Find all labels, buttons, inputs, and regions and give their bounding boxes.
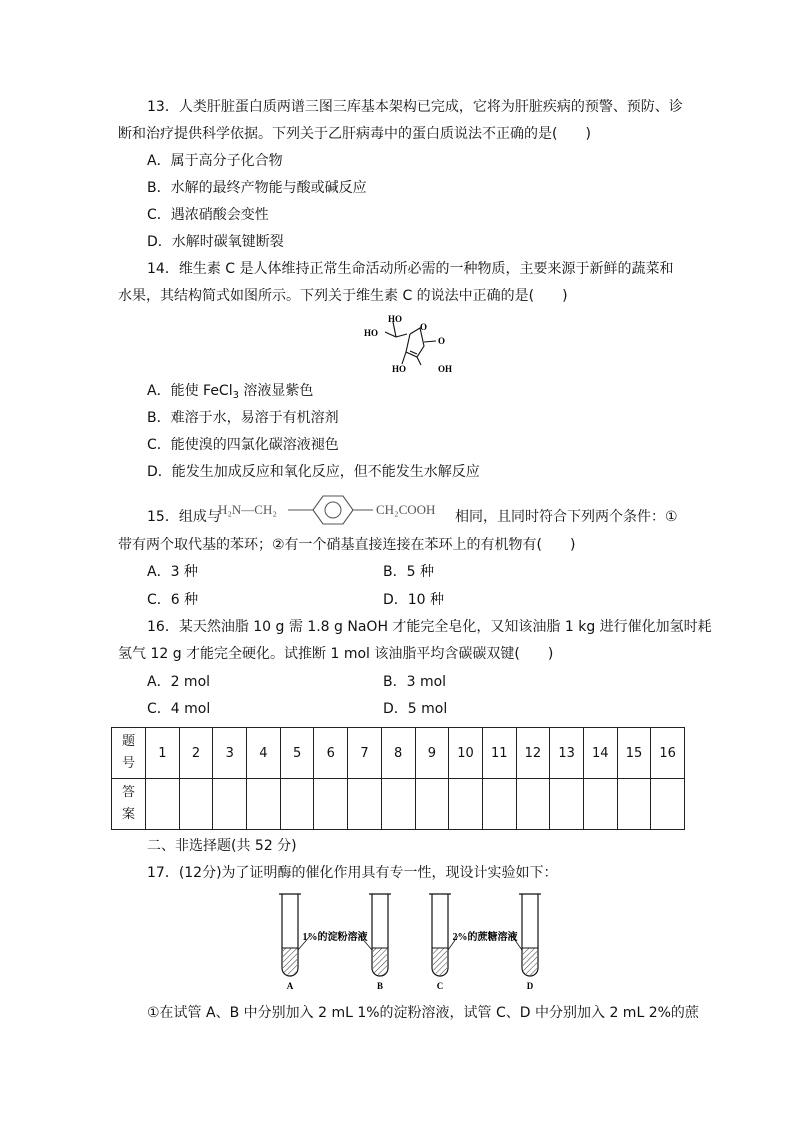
answer-cell[interactable] [381,779,415,830]
header-char-1: 题 [121,734,135,749]
q15-formula-left: H₂N—CH₂ [218,502,277,517]
answer-cell[interactable] [179,779,213,830]
question-number: 3 [213,728,247,779]
q13-option-a: A．属于高分子化合物 [147,153,283,169]
vc-label-ho-left: HO [364,328,379,338]
q14-option-a-sub: 3 [232,390,239,401]
answer-cell[interactable] [348,779,382,830]
tube-c [429,894,451,976]
q17-line1: 17．(12分)为了证明酶的催化作用具有专一性，现设计实验如下： [147,865,558,881]
tube-label-d: D [526,981,534,991]
answer-table-header-row [112,728,685,779]
question-number: 6 [314,728,348,779]
question-number: 13 [550,728,584,779]
question-number: 4 [247,728,281,779]
q14-option-c: C．能使溴的四氯化碳溶液褪色 [147,437,339,453]
header-char-2: 号 [121,756,135,771]
answer-cell[interactable] [449,779,483,830]
q16-option-d: D．5 mol [383,701,448,717]
tube-label-a: A [286,981,294,991]
q15-formula-right: CH₂COOH [376,502,436,517]
q13-option-b: B．水解的最终产物能与酸或碱反应 [147,180,367,196]
tube-label-b: B [376,981,384,991]
answer-cell[interactable] [516,779,550,830]
vc-label-o-ring: O [420,322,428,332]
answer-cell[interactable] [280,779,314,830]
question-number: 1 [146,728,180,779]
q15-option-b: B．5 种 [383,564,434,580]
question-number: 16 [651,728,685,779]
q16-option-a: A．2 mol [147,674,211,690]
answer-cell[interactable] [213,779,247,830]
tube-label-c: C [436,981,444,991]
q14-line1: 14．维生素 C 是人体维持正常生命活动所必需的一种物质，主要来源于新鲜的蔬菜和 [147,261,674,277]
question-number: 8 [381,728,415,779]
q13-option-d: D．水解时碳氧键断裂 [147,234,284,250]
question-number: 12 [516,728,550,779]
q16-line1: 16．某天然油脂 10 g 需 1.8 g NaOH 才能完全皂化，又知该油脂 1 kg 进行催化加氢时耗 [147,619,712,635]
tube-d [519,894,541,976]
q15-option-d: D．10 种 [383,592,445,608]
answer-cell[interactable] [314,779,348,830]
answer-table-answer-row [112,779,685,830]
label-starch-solution: 1%的淀粉溶液 [302,932,368,943]
q15-formula [218,492,454,528]
q14-option-b: B．难溶于水，易溶于有机溶剂 [147,410,339,426]
answer-cell[interactable] [415,779,449,830]
vc-label-ho-bottom: HO [392,364,407,374]
q16-option-c: C．4 mol [147,701,211,717]
q14-line2: 水果，其结构简式如图所示。下列关于维生素 C 的说法中正确的是( ) [118,288,568,304]
answer-cell[interactable] [651,779,685,830]
vc-label-oh-bottom: OH [438,364,453,374]
q13-line2: 断和治疗提供科学依据。下列关于乙肝病毒中的蛋白质说法不正确的是( ) [118,126,591,142]
q17-line2: ①在试管 A、B 中分别加入 2 mL 1%的淀粉溶液，试管 C、D 中分别加入 2 mL 2%的蔗 [147,1005,699,1021]
q14-option-d: D．能发生加成反应和氧化反应，但不能发生水解反应 [147,464,480,480]
question-number: 7 [348,728,382,779]
question-number: 9 [415,728,449,779]
answer-char-2: 案 [121,807,135,822]
question-number: 15 [617,728,651,779]
section-2-heading: 二、非选择题(共 52 分) [147,838,297,854]
answer-table-header-label [112,728,146,779]
q15-option-c: C．6 种 [147,592,199,608]
q16-option-b: B．3 mol [383,674,447,690]
q13-option-c: C．遇浓硝酸会变性 [147,207,269,223]
answer-table-answer-label [112,779,146,830]
label-sucrose-solution: 2%的蔗糖溶液 [452,932,518,943]
answer-char-1: 答 [121,785,135,800]
tube-a [279,894,301,976]
answer-cell[interactable] [482,779,516,830]
question-number: 11 [482,728,516,779]
vitamin-c-structure [360,312,470,378]
answer-cell[interactable] [146,779,180,830]
question-number: 2 [179,728,213,779]
answer-cell[interactable] [583,779,617,830]
q15-line2: 带有两个取代基的苯环；②有一个硝基直接连接在苯环上的有机物有( ) [118,537,576,553]
answer-cell[interactable] [550,779,584,830]
q14-option-a [147,381,313,406]
q15-pre: 15．组成与 [147,509,221,525]
q14-option-a-post: 溶液显紫色 [238,383,314,399]
q15-post: 相同，且同时符合下列两个条件：① [455,509,678,525]
answer-cell[interactable] [617,779,651,830]
q15-option-a: A．3 种 [147,564,198,580]
test-tubes-figure [270,890,560,994]
tube-b [369,894,391,976]
question-number: 10 [449,728,483,779]
answer-cell[interactable] [247,779,281,830]
q14-option-a-pre: A．能使 FeCl [147,383,233,399]
q13-line1: 13．人类肝脏蛋白质两谱三图三库基本架构已完成，它将为肝脏疾病的预警、预防、诊 [147,99,683,115]
question-number: 5 [280,728,314,779]
q16-line2: 氢气 12 g 才能完全硬化。试推断 1 mol 该油脂平均含碳碳双键( ) [118,646,554,662]
answer-table [111,727,685,830]
vc-label-o-carbonyl: O [438,336,446,346]
question-number: 14 [583,728,617,779]
vc-label-ho-top: HO [388,314,403,324]
